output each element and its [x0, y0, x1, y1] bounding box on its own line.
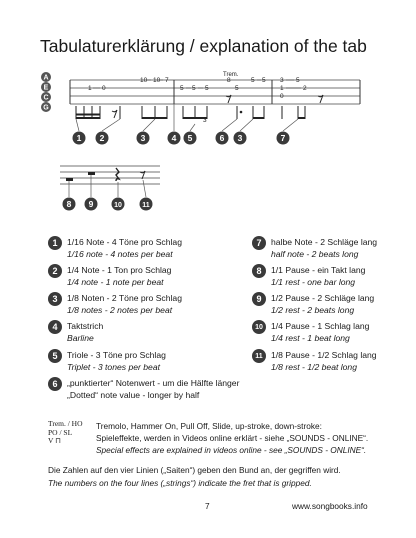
svg-text:6: 6: [219, 133, 225, 143]
string-labels: [41, 72, 51, 112]
legend-en: half note - 2 beats long: [271, 249, 359, 259]
legend-badge: 10: [252, 320, 266, 334]
svg-text:5: 5: [180, 85, 184, 92]
legend-en: „Dotted“ note value - longer by half: [67, 390, 200, 400]
svg-text:10: 10: [114, 202, 122, 209]
legend-de: 1/1 Pause - ein Takt lang: [271, 265, 366, 275]
legend-en: 1/4 note - 1 note per beat: [67, 277, 164, 287]
footer-line-1: Die Zahlen auf den vier Linien („Saiten“) geben den Bund an, der gegriffen wird.: [48, 465, 341, 475]
legend-de: 1/8 Noten - 2 Töne pro Schlag: [67, 293, 182, 303]
legend-badge: 6: [48, 377, 62, 391]
legend-en: 1/4 rest - 1 beat long: [271, 333, 350, 343]
legend-de: 1/16 Note - 4 Töne pro Schlag: [67, 237, 182, 247]
technique-symbols: [48, 420, 83, 446]
svg-text:3: 3: [237, 133, 243, 143]
legend-de: 1/8 Pause - 1/2 Schlag lang: [271, 350, 377, 360]
legend-en: Triplet - 3 tones per beat: [67, 362, 160, 372]
rest-callouts: [63, 198, 153, 211]
svg-text:5: 5: [251, 77, 255, 84]
legend-badge: 7: [252, 236, 266, 250]
svg-text:8: 8: [227, 77, 231, 84]
fret-dashes: [93, 80, 301, 88]
string-label-c: C: [43, 94, 49, 102]
technique-symbols-line-2: PO / SL: [48, 427, 73, 437]
string-label-a: A: [43, 74, 49, 82]
note-beams: [76, 115, 305, 119]
legend-de: 1/4 Pause - 1 Schlag lang: [271, 321, 370, 331]
svg-text:1: 1: [88, 85, 92, 92]
string-label-g: G: [43, 104, 49, 112]
svg-text:4: 4: [171, 133, 177, 143]
svg-text:5: 5: [262, 77, 266, 84]
technique-symbols-line-3: V ⊓: [48, 436, 62, 445]
svg-text:5: 5: [187, 133, 193, 143]
svg-text:3: 3: [203, 117, 207, 124]
svg-text:10: 10: [140, 77, 148, 84]
quarter-rest-icon: [116, 168, 119, 181]
barlines: [70, 80, 360, 104]
string-label-e: E: [43, 84, 49, 92]
svg-text:Trem.: Trem.: [223, 72, 239, 78]
legend-en: Barline: [67, 333, 94, 343]
staff-lines: [70, 80, 360, 104]
legend-badge: 4: [48, 320, 62, 334]
svg-text:7: 7: [280, 133, 286, 143]
legend-badge: 3: [48, 292, 62, 306]
svg-text:0: 0: [102, 85, 106, 92]
svg-text:3: 3: [280, 77, 284, 84]
rest-staff-lines: [60, 166, 160, 184]
legend-badge: 2: [48, 264, 62, 278]
legend-de: Taktstrich: [67, 321, 104, 331]
footer-line-2: The numbers on the four lines („strings“) indicate the fret that is gripped.: [48, 478, 312, 488]
legend-badge: 8: [252, 264, 266, 278]
svg-text:5: 5: [235, 85, 239, 92]
tab-diagram: [0, 60, 416, 220]
callouts: [73, 132, 290, 145]
page-number: 7: [205, 501, 210, 511]
svg-text:9: 9: [88, 199, 94, 209]
svg-text:7: 7: [165, 77, 169, 84]
legend-en: 1/8 rest - 1/2 beat long: [271, 362, 357, 372]
half-rest-icon: [88, 172, 95, 175]
legend-en: 1/1 rest - one bar long: [271, 277, 356, 287]
svg-text:2: 2: [99, 133, 105, 143]
legend-badge: 11: [252, 349, 266, 363]
svg-text:1: 1: [76, 133, 82, 143]
whole-rest-icon: [66, 178, 73, 181]
legend-en: 1/16 note - 4 notes per beat: [67, 249, 173, 259]
svg-text:10: 10: [153, 77, 161, 84]
techniques-line-1: Tremolo, Hammer On, Pull Off, Slide, up-stroke, down-stroke:: [96, 421, 322, 431]
legend-badge: 9: [252, 292, 266, 306]
eighth-rest-icon: [112, 110, 117, 118]
svg-text:5: 5: [205, 85, 209, 92]
legend-en: 1/2 rest - 2 beats long: [271, 305, 355, 315]
legend-en: 1/8 notes - 2 notes per beat: [67, 305, 173, 315]
legend-de: Triole - 3 Töne pro Schlag: [67, 350, 166, 360]
svg-text:5: 5: [192, 85, 196, 92]
svg-text:0: 0: [280, 93, 284, 100]
svg-text:2: 2: [303, 85, 307, 92]
svg-text:8: 8: [66, 199, 72, 209]
techniques-line-2: Spieleffekte, werden in Videos online erklärt - siehe „SOUNDS - ONLINE“.: [96, 433, 369, 443]
legend-de: „punktierter“ Notenwert - um die Hälfte länger: [67, 378, 240, 388]
page-title: Tabulaturerklärung / explanation of the tab: [40, 36, 367, 56]
svg-text:1: 1: [280, 85, 284, 92]
svg-text:11: 11: [142, 202, 150, 209]
svg-text:5: 5: [296, 77, 300, 84]
technique-symbols-line-1: Trem. / HO: [48, 419, 83, 428]
legend-de: 1/2 Pause - 2 Schläge lang: [271, 293, 375, 303]
legend-de: 1/4 Note - 1 Ton pro Schlag: [67, 265, 172, 275]
legend-badge: 1: [48, 236, 62, 250]
dot-icon: [240, 111, 243, 114]
techniques-line-3: Special effects are explained in videos online - see „SOUNDS - ONLINE“.: [96, 445, 367, 455]
legend-badge: 5: [48, 349, 62, 363]
svg-text:3: 3: [140, 133, 146, 143]
legend-de: halbe Note - 2 Schläge lang: [271, 237, 378, 247]
website-link[interactable]: www.songbooks.info: [292, 501, 368, 511]
